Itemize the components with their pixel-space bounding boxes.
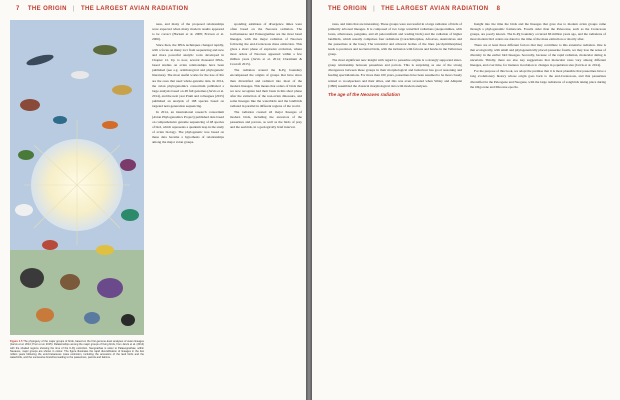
running-head-section: THE ORIGIN bbox=[27, 6, 67, 12]
figure-caption-text: The phylogeny of the major groups of birds, based on the first genome-level analyses of avian lineages (Jarvis et al. 2014; Prum et al. 2015). Relationships among the major groups of living birds, from Jarvis et al. (2014) with the shaded regions showing the time of the K-Pg extinction. Neognathae is sister to Palaeognathae; within Neoaves, major groups are shown in colour. The figure illustrates the rapid diversification of lineages in the few million years following the end-Cretaceous mass extinction, including the ancestors of the land birds and the waterbirds, and the successive branches leading to the passerines, parrots and falcons. bbox=[10, 340, 144, 360]
bird-phylogeny-figure bbox=[10, 20, 144, 335]
page-number-left: 7 bbox=[16, 6, 20, 12]
paragraph: Since then, the DNA techniques changed rapidly, with a focus on many loci from sequencing and new and more powerful analytic tools developed in Chapter 12. Up to now, several thousand DNA-based studies on avian relationships have been published (see e.g. ornithological and phylogenetic literature). The most useful works for the tree of life are the ones that used whole-genome data. In 2014, the avian phylogenomics consortium published a large analysis based on 48 full genomes (Jarvis et al. 2014), and the next year Prum and colleagues (2015) published an analysis of 198 species based on targeted next-generation sequencing. bbox=[152, 43, 224, 108]
running-head-right bbox=[328, 6, 500, 16]
section-heading: The age of the Neoaves radiation bbox=[328, 91, 400, 97]
paragraph: For the purpose of this book, we adopt the premise that it is most plausible that passerines have a long evolutionary history whose origin goes back to the end-Cretaceous, and that passerines diversified in the Paleogene and Neogene, with the large radiations of songbirds taking place during the Oligocene and Miocene epochs. bbox=[470, 69, 606, 89]
page-number-right: 8 bbox=[496, 6, 501, 12]
running-head-left bbox=[16, 6, 188, 16]
paragraph: There are at least three different factors that may contribute to this extensive radiation. One is that ecologically, with small and phylogenetically placed passerine fossils, we may lose the sense of diversity in the earlier bird lineages. Secondly, because of the rapid radiation, molecular dating is uncertain. Thirdly, there are also key suggestions that molecular rates vary among different lineages, and over time, for instance in relation to changes in population size (Jarvis et al. 2014). bbox=[470, 43, 606, 68]
paragraph: ness, and many of the proposed relationships were expected when many modern results appeared to be correct (Hackett et al. 2008; Ericson et al. 2006). bbox=[152, 22, 224, 42]
paragraph: The radiation around the K-Pg boundary encompassed the origins of groups that have since then diversified and radiated into most of the modern lineages. This means that orders of birds that we now recognize had their basis in this short phase after the extinction of the non-avian dinosaurs, and some lineages like the waterbirds and the landbirds radiated in parallel in different regions of the world. bbox=[230, 68, 302, 108]
running-head-section: THE ORIGIN bbox=[328, 6, 368, 12]
text-column-1 bbox=[152, 22, 224, 394]
figure-caption bbox=[10, 340, 144, 396]
paragraph: The most significant new insight with regard to passerine origins is a strongly supported sister-group relationship between passerines and parrots. This is surprising as one of the strong divergences between these groups in their morphological and behaviour has good reasoning and feeding specializations. For more than 100 years, passerines have been assumed to be most closely related to woodpeckers and their allies, and this was even revealed when Sibley and Ahlquist (1990) assembled the classical morphological data with modern analyses. bbox=[328, 58, 462, 88]
paragraph: In 2014, an international research consortium (Avian Phylogenomics Project) published data based on comprehensive genome sequencing of 48 species of bird, which represents a quantum leap in the study of avian biology. The phylogenetic tree based on these data became a hypothesis of relationships among the major avian groups. bbox=[152, 109, 224, 145]
left-page bbox=[0, 0, 306, 400]
right-page bbox=[312, 0, 620, 400]
paragraph: sponding estimates of divergence times were often based on the Neoaves radiation. The Galloanserae and Palaeognathae are the most basal lineages, with the major radiation of Neoaves following the end-Cretaceous mass extinction. This gives a short phase of explosive evolution, where most orders of Neoaves appeared within a few million years (Jarvis et al. 2014; Claramunt & Cracraft 2015). bbox=[230, 22, 302, 67]
text-column-4 bbox=[470, 22, 606, 394]
paragraph: Insight into the time the birds and the lineages that gave rise to modern avian groups came through a phylogenomic framework. Fossils older than the Paleocene, such as the Cretaceous groups, are poorly known. The K-Pg boundary occurred 66 million years ago, and the radiations of most modern bird orders are dated to the time of the mass extinction or shortly after. bbox=[470, 22, 606, 42]
running-head-title: THE LARGEST AVIAN RADIATION bbox=[80, 6, 189, 12]
text-column-2 bbox=[230, 22, 302, 394]
running-head-separator: | bbox=[72, 6, 75, 12]
figure-label: Figure 1.5 bbox=[10, 340, 23, 343]
text-column-3 bbox=[328, 22, 462, 394]
paragraph: rates, and traits that are interesting. These groups were successful in a large radiation of birds of primarily arboreal lineages. It is composed of two large waterbird radiations (Aequornithes, with loons, albatrosses, penguins, and all pelecaniform and wading birds) and the radiation of higher landbirds, which usually comprises four radiations (Coraciimorphae, Afroaves, Australaves and the passerines at the base). The terrestrial and arboreal bodies of the lines (Accipitrimorphae) leads to predators and nocturnal birds, with the inclusion with falcons and hawks in the Telluraves group. bbox=[328, 22, 462, 57]
running-head-title: THE LARGEST AVIAN RADIATION bbox=[381, 6, 489, 12]
bird-illustration bbox=[10, 20, 144, 335]
running-head-separator: | bbox=[373, 6, 376, 12]
paragraph: The radiation created all major lineages of modern birds, including the ancestors of the passerines and parrots, as well as the birds of prey and the seabirds, in a geologically brief interval. bbox=[230, 109, 302, 129]
